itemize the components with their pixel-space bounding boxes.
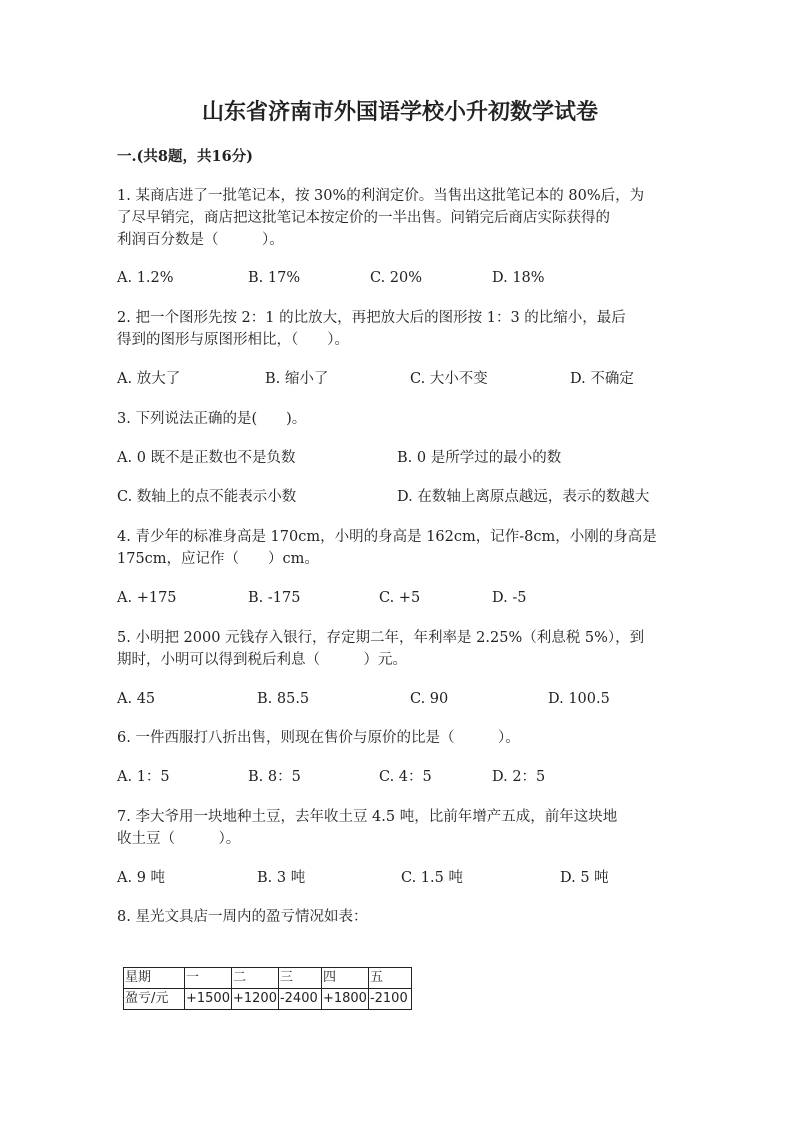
question-4-option-d: D. -5 bbox=[492, 590, 527, 606]
question-7-text: 收土豆（ ）。 bbox=[117, 831, 241, 847]
table-cell: 二 bbox=[231, 968, 278, 989]
question-5-option-d: D. 100.5 bbox=[548, 691, 610, 707]
table-cell: 三 bbox=[278, 968, 321, 989]
question-2-text: 得到的图形与原图形相比，（ ）。 bbox=[117, 332, 349, 348]
question-2-text: 2. 把一个图形先按 2：1 的比放大，再把放大后的图形按 1：3 的比缩小，最后 bbox=[117, 310, 626, 326]
question-7-option-b: B. 3 吨 bbox=[257, 870, 306, 886]
table-cell: 星期 bbox=[124, 968, 185, 989]
question-6-option-b: B. 8：5 bbox=[248, 769, 301, 785]
question-4-option-c: C. +5 bbox=[379, 590, 421, 606]
question-8-text: 8. 星光文具店一周内的盈亏情况如表： bbox=[117, 909, 368, 925]
question-4-text: 4. 青少年的标准身高是 170cm，小明的身高是 162cm，记作-8cm，小刚的身高是 bbox=[117, 529, 657, 545]
table-cell: 一 bbox=[185, 968, 232, 989]
question-7-text: 7. 李大爷用一块地种土豆，去年收土豆 4.5 吨，比前年增产五成，前年这块地 bbox=[117, 809, 618, 825]
question-3-text: 3. 下列说法正确的是( )。 bbox=[117, 411, 307, 427]
question-6-text: 6. 一件西服打八折出售，则现在售价与原价的比是（ ）。 bbox=[117, 730, 520, 746]
question-5-text: 期时，小明可以得到税后利息（ ）元。 bbox=[117, 652, 407, 668]
question-3-option-a: A. 0 既不是正数也不是负数 bbox=[117, 450, 296, 466]
question-1-option-d: D. 18% bbox=[492, 270, 545, 286]
question-3-option-c: C. 数轴上的点不能表示小数 bbox=[117, 489, 297, 505]
table-cell: +1500 bbox=[185, 989, 232, 1010]
question-1-option-b: B. 17% bbox=[248, 270, 301, 286]
question-4-option-b: B. -175 bbox=[248, 590, 301, 606]
profit-loss-table bbox=[123, 967, 412, 1010]
question-7-option-a: A. 9 吨 bbox=[117, 870, 166, 886]
question-3-option-b: B. 0 是所学过的最小的数 bbox=[397, 450, 562, 466]
question-2-option-d: D. 不确定 bbox=[570, 371, 634, 387]
question-7-option-c: C. 1.5 吨 bbox=[401, 870, 463, 886]
table-cell: +1800 bbox=[321, 989, 368, 1010]
table-cell: -2100 bbox=[368, 989, 411, 1010]
page-title: 山东省济南市外国语学校小升初数学试卷 bbox=[201, 99, 598, 125]
question-4-text: 175cm，应记作（ ）cm。 bbox=[117, 551, 319, 567]
question-7-option-d: D. 5 吨 bbox=[560, 870, 609, 886]
question-1-text: 1. 某商店进了一批笔记本，按 30%的利润定价。当售出这批笔记本的 80%后，为 bbox=[117, 188, 645, 204]
question-6-option-a: A. 1：5 bbox=[117, 769, 170, 785]
question-6-option-c: C. 4：5 bbox=[379, 769, 432, 785]
table-cell: +1200 bbox=[231, 989, 278, 1010]
table-row bbox=[124, 989, 412, 1010]
table-cell: 五 bbox=[368, 968, 411, 989]
table-cell: -2400 bbox=[278, 989, 321, 1010]
question-2-option-b: B. 缩小了 bbox=[265, 371, 329, 387]
question-5-option-c: C. 90 bbox=[410, 691, 449, 707]
question-5-option-a: A. 45 bbox=[117, 691, 156, 707]
question-1-option-c: C. 20% bbox=[370, 270, 423, 286]
question-6-option-d: D. 2：5 bbox=[492, 769, 546, 785]
question-5-text: 5. 小明把 2000 元钱存入银行，存定期二年，年利率是 2.25%（利息税 5%），到 bbox=[117, 630, 645, 646]
question-1-text: 了尽早销完，商店把这批笔记本按定价的一半出售。问销完后商店实际获得的 bbox=[117, 210, 610, 226]
question-1-option-a: A. 1.2% bbox=[117, 270, 174, 286]
question-5-option-b: B. 85.5 bbox=[257, 691, 310, 707]
table-cell: 四 bbox=[321, 968, 368, 989]
section-heading: 一.(共8题，共16分) bbox=[117, 148, 254, 165]
question-3-option-d: D. 在数轴上离原点越远，表示的数越大 bbox=[397, 489, 650, 505]
question-2-option-c: C. 大小不变 bbox=[410, 371, 488, 387]
table-cell: 盈亏/元 bbox=[124, 989, 185, 1010]
question-1-text: 利润百分数是（ ）。 bbox=[117, 232, 284, 248]
table-header-row bbox=[124, 968, 412, 989]
question-2-option-a: A. 放大了 bbox=[117, 371, 181, 387]
question-4-option-a: A. +175 bbox=[117, 590, 177, 606]
